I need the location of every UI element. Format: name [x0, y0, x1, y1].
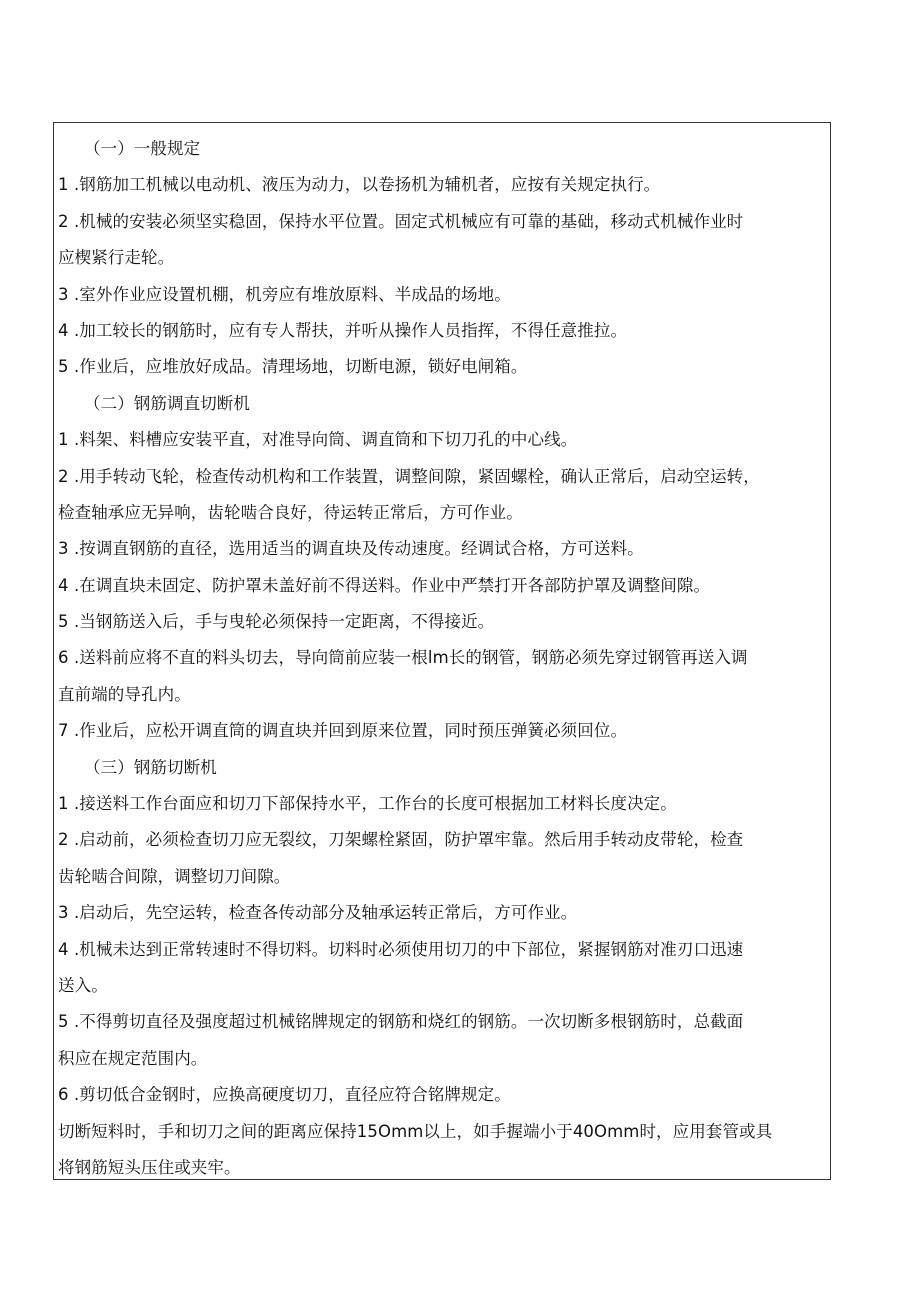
paragraph-line: 1 .钢筋加工机械以电动机、液压为动力，以卷扬机为辅机者，应按有关规定执行。 — [58, 175, 661, 195]
paragraph-line: 6 .送料前应将不直的料头切去，导向筒前应装一根lm长的钢管，钢筋必须先穿过钢管再送入调 — [58, 648, 748, 668]
paragraph-line: 2 .机械的安装必须坚实稳固，保持水平位置。固定式机械应有可靠的基础，移动式机械作业时 — [58, 211, 744, 231]
paragraph-line: 积应在规定范围内。 — [58, 1048, 208, 1068]
paragraph-line: 齿轮啮合间隙，调整切刀间隙。 — [58, 866, 291, 886]
paragraph-line: 3 .按调直钢筋的直径，选用适当的调直块及传动速度。经调试合格，方可送料。 — [58, 539, 644, 559]
paragraph-line: 切断短料时，手和切刀之间的距离应保持15Omm以上，如手握端小于40Omm时，应用套管或具 — [58, 1121, 773, 1141]
paragraph-line: 4 .机械未达到正常转速时不得切料。切料时必须使用切刀的中下部位，紧握钢筋对准刃口迅速 — [58, 939, 744, 959]
paragraph-line: 2 .启动前，必须检查切刀应无裂纹，刀架螺栓紧固，防护罩牢靠。然后用手转动皮带轮，检查 — [58, 830, 744, 850]
paragraph-line: 检查轴承应无异响，齿轮啮合良好，待运转正常后，方可作业。 — [58, 502, 523, 522]
section-heading-cutting-machine: （三）钢筋切断机 — [84, 757, 217, 777]
paragraph-line: 5 .不得剪切直径及强度超过机械铭牌规定的钢筋和烧红的钢筋。一次切断多根钢筋时，总截面 — [58, 1012, 744, 1032]
paragraph-line: 4 .加工较长的钢筋时，应有专人帮扶，并听从操作人员指挥，不得任意推拉。 — [58, 320, 628, 340]
paragraph-line: 5 .当钢筋送入后，手与曳轮必须保持一定距离，不得接近。 — [58, 612, 495, 632]
paragraph-line: 5 .作业后，应堆放好成品。清理场地，切断电源，锁好电闸箱。 — [58, 357, 528, 377]
paragraph-line: 直前端的导孔内。 — [58, 684, 191, 704]
paragraph-line: 1 .料架、料槽应安装平直，对准导向筒、调直筒和下切刀孔的中心线。 — [58, 430, 578, 450]
paragraph-line: 3 .室外作业应设置机棚，机旁应有堆放原料、半成品的场地。 — [58, 284, 511, 304]
document-frame — [53, 122, 831, 1180]
paragraph-line: 2 .用手转动飞轮，检查传动机构和工作装置，调整间隙，紧固螺栓，确认正常后，启动空运转， — [58, 466, 760, 486]
paragraph-line: 1 .接送料工作台面应和切刀下部保持水平，工作台的长度可根据加工材料长度决定。 — [58, 794, 677, 814]
paragraph-line: 4 .在调直块未固定、防护罩未盖好前不得送料。作业中严禁打开各部防护罩及调整间隙。 — [58, 575, 711, 595]
section-heading-general: （一）一般规定 — [84, 139, 201, 158]
section-heading-straightening-cutter: （二）钢筋调直切断机 — [84, 393, 250, 413]
paragraph-line: 3 .启动后，先空运转，检查各传动部分及轴承运转正常后，方可作业。 — [58, 903, 578, 923]
paragraph-line: 7 .作业后，应松开调直筒的调直块并回到原来位置，同时预压弹簧必须回位。 — [58, 721, 628, 741]
paragraph-line: 送入。 — [58, 975, 108, 995]
paragraph-line: 应楔紧行走轮。 — [58, 248, 175, 268]
paragraph-line: 6 .剪切低合金钢时，应换高硬度切刀，直径应符合铭牌规定。 — [58, 1085, 511, 1105]
paragraph-line: 将钢筋短头压住或夹牢。 — [58, 1157, 241, 1177]
